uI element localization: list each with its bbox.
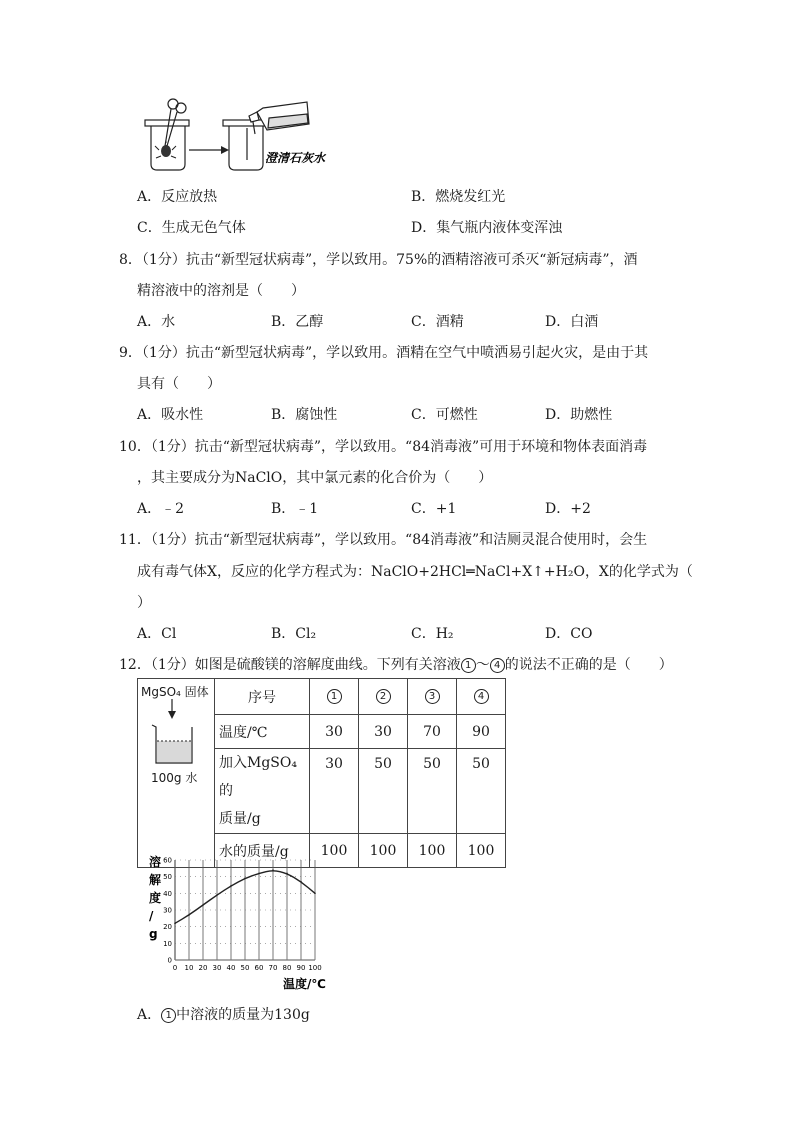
q8-option-c[interactable] xyxy=(411,311,464,331)
option-text: 水 xyxy=(161,314,176,330)
x-tick-label: 0 xyxy=(172,964,178,972)
circled-number: 1 xyxy=(327,689,342,704)
q8-option-b[interactable] xyxy=(271,311,323,331)
mgso4-experiment-table xyxy=(137,678,506,868)
q11-option-a[interactable] xyxy=(137,623,176,643)
data-point xyxy=(244,878,246,880)
table-cell: 90 xyxy=(457,715,506,749)
x-tick-label: 80 xyxy=(282,964,292,972)
q12-stem xyxy=(119,654,673,674)
option-key: D． xyxy=(545,407,571,423)
option-text: 酒精 xyxy=(435,314,464,330)
table-header-cell xyxy=(408,679,457,715)
y-tick-label: 50 xyxy=(163,873,172,882)
x-tick-label: 90 xyxy=(296,964,306,972)
option-key: A． xyxy=(137,407,162,423)
option-text: +1 xyxy=(435,501,457,517)
y-tick-label: 40 xyxy=(163,889,172,898)
q9-option-c[interactable] xyxy=(411,404,478,424)
option-text: +2 xyxy=(570,501,591,517)
option-text: 可燃性 xyxy=(435,407,478,423)
right-gas-jar xyxy=(223,120,267,170)
solubility-curve-chart xyxy=(137,852,337,992)
q7-option-c[interactable] xyxy=(137,217,246,237)
q12-stem-part: 的说法不正确的是（ ） xyxy=(504,657,673,673)
row-label-line: 质量/g xyxy=(219,811,261,827)
q7-option-b[interactable] xyxy=(411,186,505,206)
table-cell: 30 xyxy=(310,749,359,834)
reagent-bottle-icon xyxy=(249,102,309,134)
q10-option-d[interactable] xyxy=(545,498,591,518)
x-tick-label: 60 xyxy=(254,964,264,972)
q12-option-a[interactable] xyxy=(137,1004,310,1024)
table-header-cell xyxy=(310,679,359,715)
q10-option-b[interactable] xyxy=(271,498,318,518)
option-text: CO xyxy=(570,626,593,642)
table-header-cell: 序号 xyxy=(215,679,310,715)
beaker-cell xyxy=(138,679,215,868)
option-text: 助燃性 xyxy=(570,407,613,423)
table-cell: 100 xyxy=(310,834,359,868)
option-key: D． xyxy=(411,220,437,236)
circled-number: 4 xyxy=(474,689,489,704)
circled-number: 4 xyxy=(490,658,505,673)
q9-option-a[interactable] xyxy=(137,404,203,424)
option-text: 燃烧发红光 xyxy=(435,189,506,205)
q8-option-d[interactable] xyxy=(545,311,598,331)
option-key: B． xyxy=(271,626,296,642)
x-tick-label: 30 xyxy=(212,964,222,972)
option-key: A． xyxy=(137,626,162,642)
data-point xyxy=(230,885,232,887)
beaker-icon xyxy=(144,699,208,769)
y-tick-label: 20 xyxy=(163,923,172,932)
option-text: 中溶液的质量为130g xyxy=(176,1007,310,1023)
tongs-icon xyxy=(165,99,186,146)
table-header-cell xyxy=(457,679,506,715)
option-text: 吸水性 xyxy=(161,407,204,423)
option-text: H₂ xyxy=(435,626,454,642)
option-text: 集气瓶内液体变浑浊 xyxy=(436,220,563,236)
data-point xyxy=(258,873,260,875)
option-key: B． xyxy=(271,501,296,517)
q9-stem-line2: 具有（ ） xyxy=(137,376,221,392)
row-label: 温度/℃ xyxy=(215,715,310,749)
x-axis-label: 温度/℃ xyxy=(283,977,326,991)
option-key: A． xyxy=(137,314,162,330)
y-axis-label: 溶解度/ g xyxy=(149,855,162,941)
burning-charcoal-icon xyxy=(155,139,176,158)
row-label xyxy=(215,749,310,834)
q10-option-a[interactable] xyxy=(137,498,184,518)
x-tick-label: 10 xyxy=(184,964,194,972)
option-key: C． xyxy=(411,314,436,330)
y-tick-label: 10 xyxy=(163,939,172,948)
table-cell: 70 xyxy=(408,715,457,749)
circled-number: 2 xyxy=(376,689,391,704)
data-point xyxy=(188,914,190,916)
option-key: A． xyxy=(137,1007,162,1023)
data-point xyxy=(202,904,204,906)
option-text: 生成无色气体 xyxy=(161,220,246,236)
q11-option-b[interactable] xyxy=(271,623,316,643)
q11-stem-line3: ） xyxy=(137,595,151,611)
table-cell: 30 xyxy=(359,715,408,749)
q9-option-b[interactable] xyxy=(271,404,337,424)
q8-option-a[interactable] xyxy=(137,311,175,331)
limewater-label: 澄清石灰水 xyxy=(265,151,326,165)
data-point xyxy=(286,873,288,875)
x-tick-label: 70 xyxy=(268,964,278,972)
data-point xyxy=(314,893,316,895)
x-tick-label: 100 xyxy=(308,964,322,972)
option-text: Cl₂ xyxy=(295,626,317,642)
option-text: 乙醇 xyxy=(295,314,324,330)
table-cell: 50 xyxy=(359,749,408,834)
x-tick-label: 50 xyxy=(240,964,250,972)
option-key: C． xyxy=(411,626,436,642)
option-text: 白酒 xyxy=(570,314,599,330)
table-cell: 50 xyxy=(457,749,506,834)
table-cell: 30 xyxy=(310,715,359,749)
beaker-water-label: 100g 水 xyxy=(151,771,198,785)
q8-stem-line2: 精溶液中的溶剂是（ ） xyxy=(137,283,305,299)
circled-number: 3 xyxy=(425,689,440,704)
table-header-row xyxy=(138,679,506,715)
table-cell: 100 xyxy=(457,834,506,868)
circled-number: 1 xyxy=(461,658,476,673)
option-key: B． xyxy=(271,407,296,423)
q11-option-d[interactable] xyxy=(545,623,592,643)
option-key: C． xyxy=(411,407,436,423)
q9-stem-line1: 9．（1分）抗击“新型冠状病毒”，学以致用。酒精在空气中喷洒易引起火灾，是由于其 xyxy=(119,345,649,361)
q11-stem-line1: 11．（1分）抗击“新型冠状病毒”，学以致用。“84消毒液”和洁厕灵混合使用时，会生 xyxy=(119,532,648,548)
table-header-cell xyxy=(359,679,408,715)
option-text: ﹣2 xyxy=(161,501,185,517)
option-key: C． xyxy=(137,220,162,236)
q11-option-c[interactable] xyxy=(411,623,454,643)
arrow-icon xyxy=(189,146,229,154)
option-text: ﹣1 xyxy=(295,501,319,517)
q11-stem-line2: 成有毒气体X，反应的化学方程式为：NaClO+2HCl═NaCl+X↑+H₂O，X的化学式为（ xyxy=(137,564,693,580)
option-key: C． xyxy=(411,501,436,517)
row-label: 水的质量/g xyxy=(215,834,310,868)
option-key: D． xyxy=(545,501,571,517)
combustion-apparatus-figure xyxy=(137,94,367,176)
option-key: A． xyxy=(137,189,162,205)
option-key: D． xyxy=(545,626,571,642)
x-tick-label: 20 xyxy=(198,964,208,972)
table-cell: 100 xyxy=(408,834,457,868)
q8-stem-line1: 8．（1分）抗击“新型冠状病毒”，学以致用。75%的酒精溶液可杀灭“新冠病毒”，酒 xyxy=(119,252,638,268)
table-cell: 50 xyxy=(408,749,457,834)
table-cell: 100 xyxy=(359,834,408,868)
circled-number: 1 xyxy=(161,1008,176,1023)
option-key: A． xyxy=(137,501,162,517)
x-tick-label: 40 xyxy=(226,964,236,972)
y-tick-label: 60 xyxy=(163,856,172,865)
data-point xyxy=(174,923,176,925)
q9-option-d[interactable] xyxy=(545,404,612,424)
option-text: 腐蚀性 xyxy=(295,407,338,423)
q7-option-a[interactable] xyxy=(137,186,217,206)
y-tick-label: 0 xyxy=(167,956,172,965)
option-key: B． xyxy=(271,314,296,330)
data-point xyxy=(300,881,302,883)
y-tick-label: 30 xyxy=(163,906,172,915)
option-key: D． xyxy=(545,314,571,330)
q12-stem-part: 12．（1分）如图是硫酸镁的溶解度曲线。下列有关溶液 xyxy=(119,657,461,673)
q10-stem-line1: 10．（1分）抗击“新型冠状病毒”，学以致用。“84消毒液”可用于环境和物体表面消毒 xyxy=(119,439,648,455)
q10-stem-line2: ，其主要成分为NaClO，其中氯元素的化合价为（ ） xyxy=(137,470,493,486)
option-text: Cl xyxy=(161,626,177,642)
option-key: B． xyxy=(411,189,436,205)
option-text: 反应放热 xyxy=(161,189,218,205)
q12-stem-part: ～ xyxy=(475,657,490,673)
row-label-line: 加入MgSO₄的 xyxy=(219,755,297,799)
q10-option-c[interactable] xyxy=(411,498,456,518)
beaker-solid-label: MgSO₄ 固体 xyxy=(141,685,209,699)
data-point xyxy=(216,894,218,896)
data-point xyxy=(272,869,274,871)
q7-option-d[interactable] xyxy=(411,217,562,237)
